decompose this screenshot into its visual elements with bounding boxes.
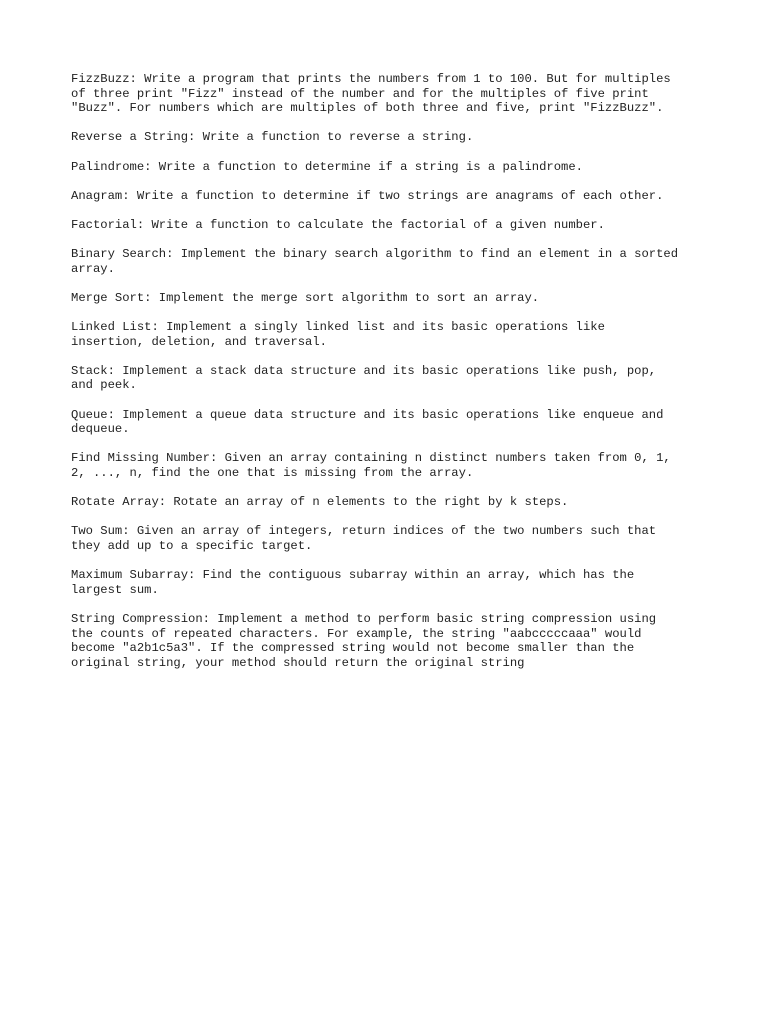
text-line: Stack: Implement a stack data structure and its basic operations like push, pop,: [71, 363, 657, 378]
text-line: the counts of repeated characters. For example, the string "aabcccccaaa" would: [71, 626, 642, 641]
paragraph: [71, 160, 711, 175]
text-line: Anagram: Write a function to determine if two strings are anagrams of each other.: [71, 188, 664, 203]
paragraph: [71, 364, 711, 393]
text-line: Palindrome: Write a function to determine if a string is a palindrome.: [71, 159, 583, 174]
text-line: Two Sum: Given an array of integers, return indices of the two numbers such that: [71, 524, 657, 539]
paragraph: [71, 451, 711, 480]
paragraph: [71, 247, 711, 276]
text-line: Maximum Subarray: Find the contiguous subarray within an array, which has the: [71, 568, 635, 583]
paragraph: [71, 320, 711, 349]
text-line: array.: [71, 261, 115, 276]
text-line: 2, ..., n, find the one that is missing from the array.: [71, 466, 474, 481]
text-line: FizzBuzz: Write a program that prints the numbers from 1 to 100. But for multiples: [71, 72, 671, 86]
document-body: [71, 72, 711, 685]
text-line: Factorial: Write a function to calculate the factorial of a given number.: [71, 217, 605, 232]
text-line: Reverse a String: Write a function to reverse a string.: [71, 130, 474, 145]
paragraph: [71, 495, 711, 510]
text-line: they add up to a specific target.: [71, 539, 313, 553]
text-line: "Buzz". For numbers which are multiples of both three and five, print "FizzBuzz".: [71, 101, 664, 116]
text-line: Merge Sort: Implement the merge sort algorithm to sort an array.: [71, 290, 540, 305]
text-line: Queue: Implement a queue data structure and its basic operations like enqueue and: [71, 407, 664, 422]
paragraph: [71, 72, 711, 116]
text-line: of three print "Fizz" instead of the number and for the multiples of five print: [71, 86, 649, 101]
paragraph: [71, 408, 711, 437]
paragraph: [71, 130, 711, 145]
paragraph: [71, 291, 711, 306]
paragraph: [71, 568, 711, 597]
text-line: original string, your method should return the original string: [71, 655, 525, 670]
text-line: and peek.: [71, 378, 137, 393]
text-line: dequeue.: [71, 422, 130, 437]
text-line: Rotate Array: Rotate an array of n elements to the right by k steps.: [71, 495, 569, 510]
paragraph: [71, 218, 711, 233]
text-line: String Compression: Implement a method to perform basic string compression using: [71, 611, 657, 626]
text-line: Linked List: Implement a singly linked list and its basic operations like: [71, 320, 605, 335]
text-line: insertion, deletion, and traversal.: [71, 334, 327, 349]
text-line: largest sum.: [71, 582, 159, 597]
text-line: Binary Search: Implement the binary search algorithm to find an element in a sorted: [71, 247, 679, 262]
text-line: Find Missing Number: Given an array containing n distinct numbers taken from 0, 1,: [71, 451, 671, 466]
paragraph: [71, 612, 711, 670]
paragraph: [71, 524, 711, 553]
text-line: become "a2b1c5a3". If the compressed string would not become smaller than the: [71, 641, 635, 656]
paragraph: [71, 189, 711, 204]
